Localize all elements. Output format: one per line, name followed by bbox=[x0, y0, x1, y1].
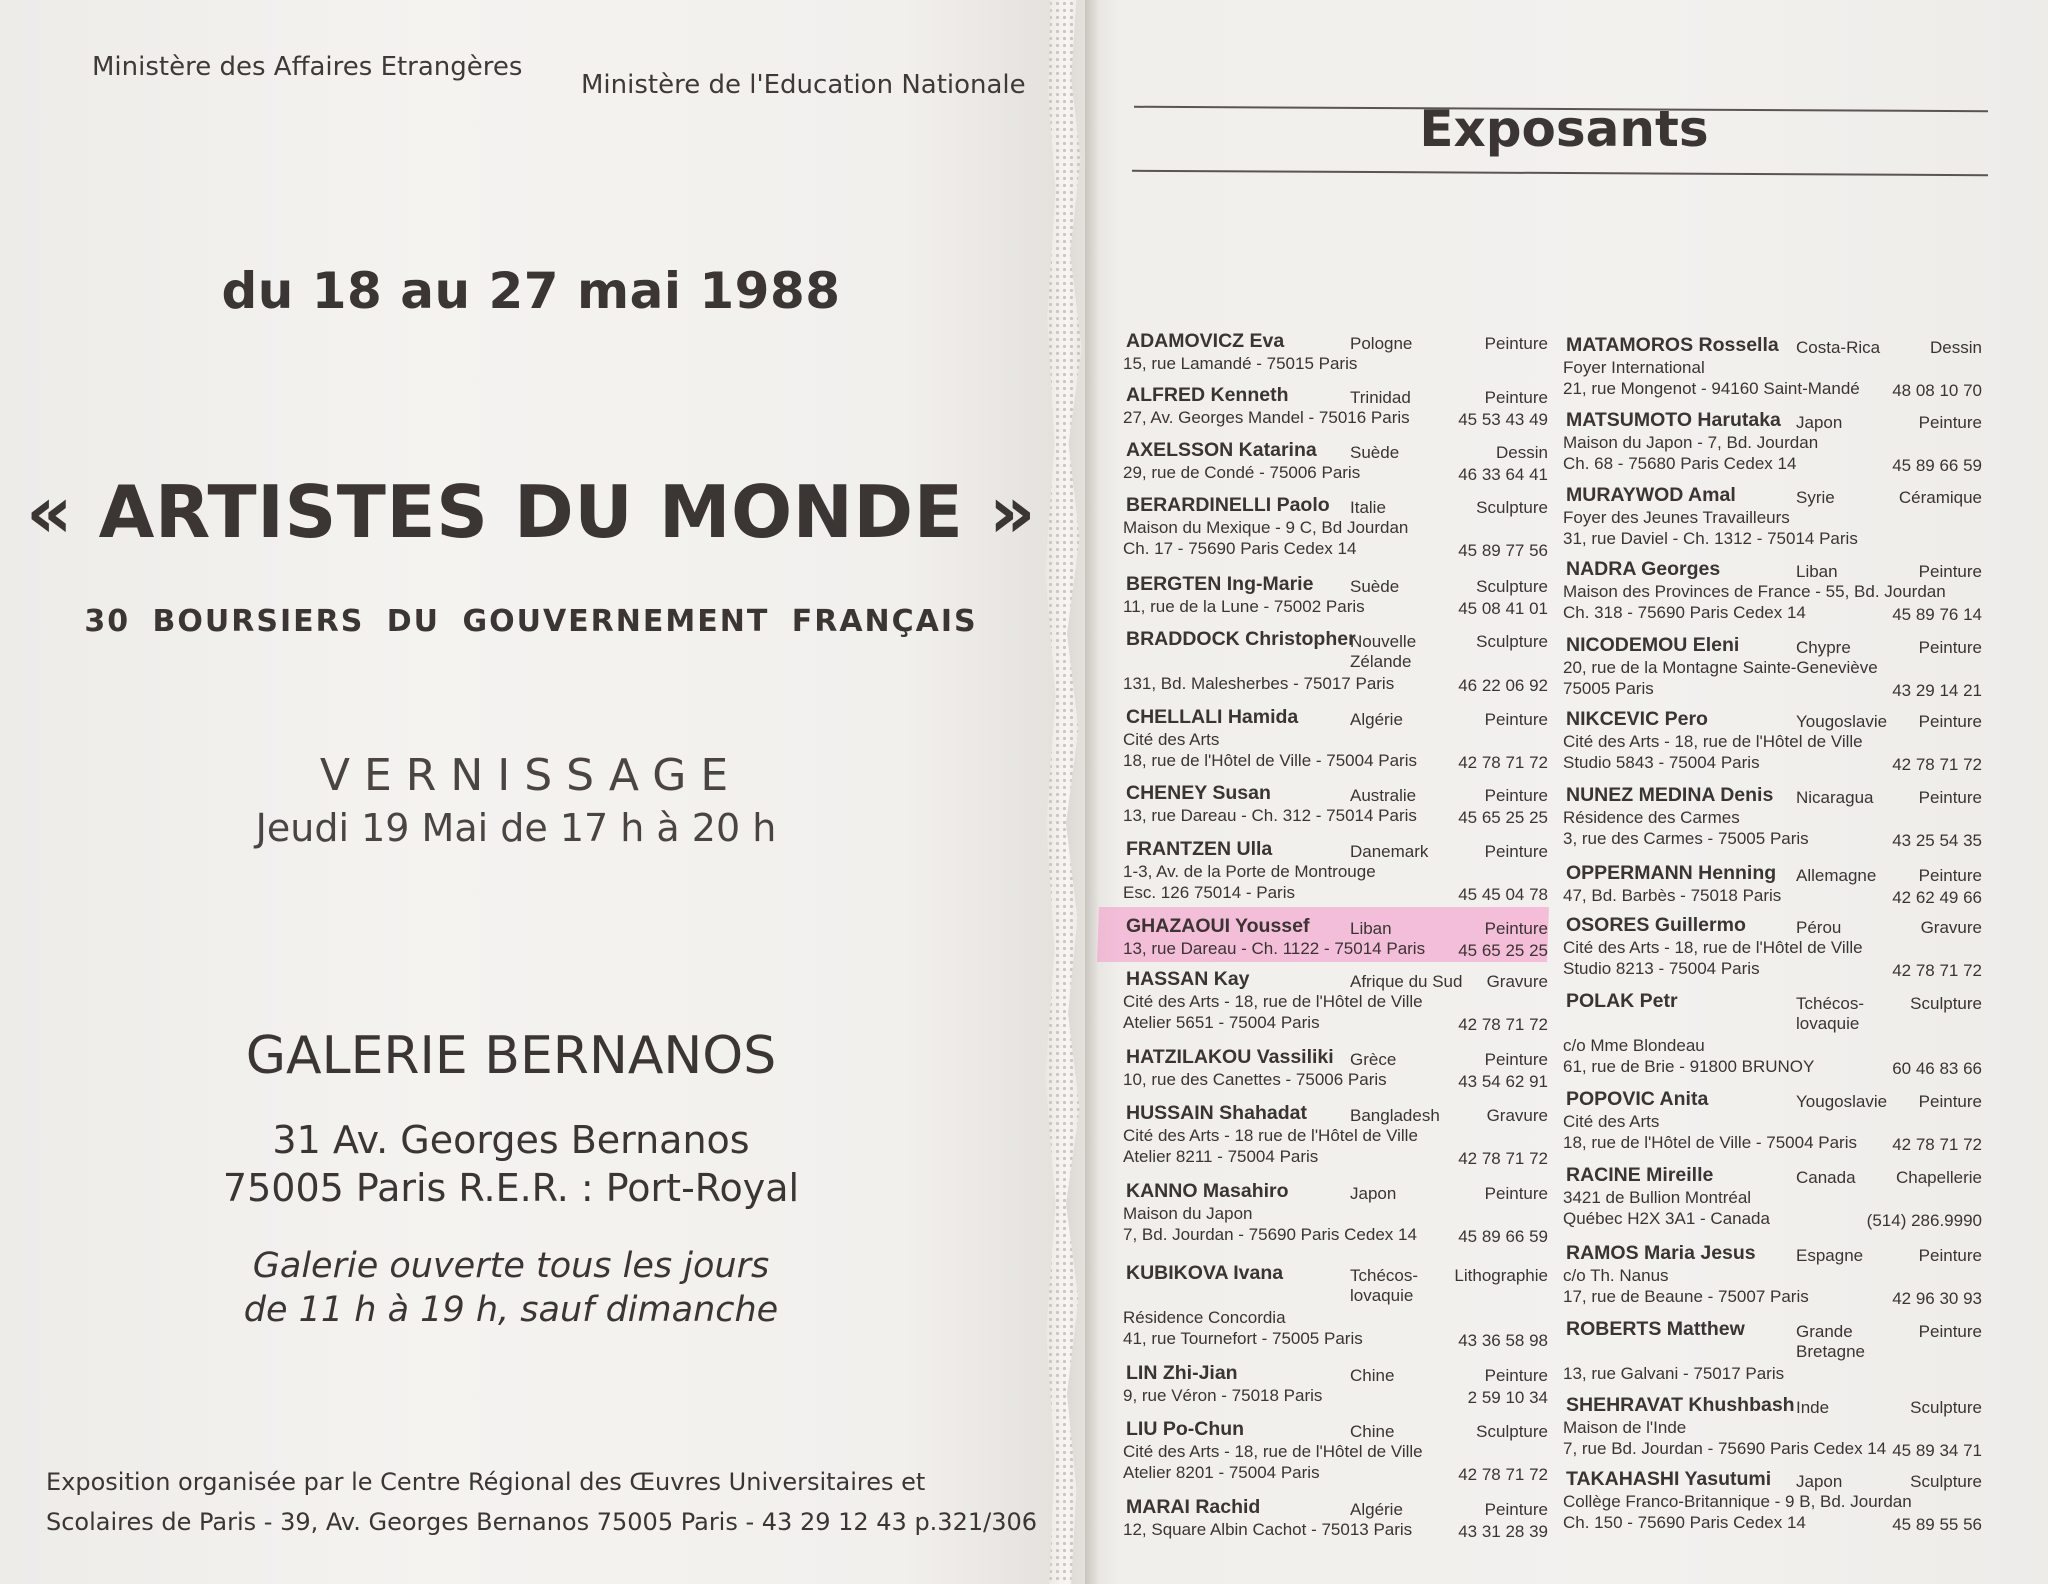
exhibitor-country: Yougoslavie bbox=[1796, 712, 1888, 731]
exhibitor-address: Atelier 5651 - 75004 Paris bbox=[1123, 1013, 1320, 1032]
exhibitor-name: ADAMOVICZ Eva bbox=[1126, 330, 1285, 352]
exhibitor-name: BRADDOCK Christopher bbox=[1126, 628, 1356, 650]
exhibitor-address: Résidence des Carmes bbox=[1563, 808, 1740, 827]
exhibitor-discipline: Dessin bbox=[1496, 443, 1548, 462]
exhibitor-name: ALFRED Kenneth bbox=[1126, 384, 1289, 406]
organizer-line1: Exposition organisée par le Centre Régional des Œuvres Universitaires et bbox=[46, 1468, 926, 1496]
exhibitor-country: lovaquie bbox=[1350, 1286, 1414, 1305]
exhibitor-name: NADRA Georges bbox=[1566, 558, 1721, 580]
exhibition-title: « ARTISTES DU MONDE » bbox=[26, 470, 1036, 554]
exhibitor-address: Ch. 17 - 75690 Paris Cedex 14 bbox=[1123, 539, 1357, 558]
exhibitor-name: POPOVIC Anita bbox=[1566, 1088, 1709, 1110]
exhibitor-address: Studio 8213 - 75004 Paris bbox=[1563, 959, 1760, 978]
exhibitor-discipline: Sculpture bbox=[1476, 498, 1548, 517]
exhibitor-name: MATAMOROS Rossella bbox=[1566, 334, 1779, 356]
exhibitor-name: GHAZAOUI Youssef bbox=[1126, 915, 1310, 937]
exhibitor-discipline: Chapellerie bbox=[1896, 1168, 1982, 1187]
exhibitor-address: 1-3, Av. de la Porte de Montrouge bbox=[1123, 862, 1376, 881]
exhibitor-discipline: Peinture bbox=[1918, 866, 1982, 885]
gallery-name: GALERIE BERNANOS bbox=[245, 1026, 777, 1086]
exhibitor-country: Algérie bbox=[1350, 1500, 1403, 1519]
exhibitor-address: Esc. 126 75014 - Paris bbox=[1123, 883, 1295, 902]
exhibitor-address: Ch. 68 - 75680 Paris Cedex 14 bbox=[1563, 454, 1797, 473]
exhibitor-address: 21, rue Mongenot - 94160 Saint-Mandé bbox=[1563, 379, 1860, 398]
exhibitor-country: Australie bbox=[1350, 786, 1417, 805]
exhibitor-name: CHENEY Susan bbox=[1126, 782, 1271, 804]
exhibitor-name: RACINE Mireille bbox=[1566, 1164, 1714, 1186]
exhibitor-phone: 46 22 06 92 bbox=[1458, 676, 1548, 695]
exhibitor-address: 9, rue Véron - 75018 Paris bbox=[1123, 1386, 1323, 1405]
exhibitor-address: Québec H2X 3A1 - Canada bbox=[1563, 1209, 1770, 1228]
exhibitor-country: Japon bbox=[1796, 413, 1843, 432]
exhibitor-discipline: Peinture bbox=[1484, 334, 1548, 353]
exhibitor-address: 20, rue de la Montagne Sainte-Geneviève bbox=[1563, 658, 1878, 677]
exhibitor-name: NIKCEVIC Pero bbox=[1566, 708, 1708, 730]
exhibitor-discipline: Sculpture bbox=[1910, 994, 1982, 1013]
exhibitor-discipline: Peinture bbox=[1484, 1184, 1548, 1203]
exhibitor-discipline: Peinture bbox=[1918, 638, 1982, 657]
exhibitor-country: Nouvelle bbox=[1350, 632, 1417, 651]
exhibitor-phone: 42 78 71 72 bbox=[1892, 961, 1982, 980]
opening-hours-line1: Galerie ouverte tous les jours bbox=[252, 1246, 770, 1286]
exhibitor-discipline: Dessin bbox=[1930, 338, 1982, 357]
exhibitor-address: 18, rue de l'Hôtel de Ville - 75004 Paris bbox=[1563, 1133, 1857, 1152]
exhibitor-phone: 42 78 71 72 bbox=[1458, 1465, 1548, 1484]
exhibitor-phone: 42 62 49 66 bbox=[1892, 888, 1982, 907]
exhibitor-phone: 45 89 66 59 bbox=[1892, 456, 1982, 475]
exhibitor-name: LIN Zhi-Jian bbox=[1126, 1362, 1238, 1384]
exhibitor-name: MARAI Rachid bbox=[1126, 1496, 1261, 1518]
exhibitor-phone: 45 89 34 71 bbox=[1892, 1441, 1982, 1460]
exhibitor-country: Canada bbox=[1796, 1168, 1856, 1187]
exhibitor-discipline: Gravure bbox=[1486, 972, 1548, 991]
exhibitor-country: Italie bbox=[1350, 498, 1386, 517]
exhibitor-name: OPPERMANN Henning bbox=[1566, 862, 1777, 884]
exhibitor-address: Maison du Japon bbox=[1123, 1204, 1253, 1223]
exhibitor-address: 3421 de Bullion Montréal bbox=[1563, 1188, 1752, 1207]
exhibitor-address: 131, Bd. Malesherbes - 75017 Paris bbox=[1123, 674, 1395, 693]
exhibitor-discipline: Sculpture bbox=[1910, 1398, 1982, 1417]
exhibitor-address: Cité des Arts - 18 rue de l'Hôtel de Ville bbox=[1123, 1126, 1418, 1145]
exhibitor-discipline: Peinture bbox=[1918, 562, 1982, 581]
exhibitor-address: c/o Th. Nanus bbox=[1563, 1266, 1669, 1285]
exhibitor-discipline: Gravure bbox=[1920, 918, 1982, 937]
exhibitor-name: POLAK Petr bbox=[1566, 990, 1678, 1012]
exhibitor-address: c/o Mme Blondeau bbox=[1563, 1036, 1705, 1055]
exhibitor-address: Ch. 150 - 75690 Paris Cedex 14 bbox=[1563, 1513, 1806, 1532]
exhibitor-country: Allemagne bbox=[1796, 866, 1877, 885]
exhibition-dates: du 18 au 27 mai 1988 bbox=[221, 262, 841, 320]
opening-hours-line2: de 11 h à 19 h, sauf dimanche bbox=[243, 1290, 779, 1330]
exhibitor-name: RAMOS Maria Jesus bbox=[1566, 1242, 1756, 1264]
exhibitor-discipline: Sculpture bbox=[1910, 1472, 1982, 1491]
exhibitor-country: Chypre bbox=[1796, 638, 1851, 657]
exhibitor-country: Grande bbox=[1796, 1322, 1853, 1341]
exhibitor-name: NUNEZ MEDINA Denis bbox=[1566, 784, 1774, 806]
exhibitor-country: Espagne bbox=[1796, 1246, 1864, 1265]
exhibitor-address: Ch. 318 - 75690 Paris Cedex 14 bbox=[1563, 603, 1806, 622]
exhibitor-country: Japon bbox=[1350, 1184, 1397, 1203]
exhibitor-address: 61, rue de Brie - 91800 BRUNOY bbox=[1563, 1057, 1815, 1076]
exhibitor-address: 31, rue Daviel - Ch. 1312 - 75014 Paris bbox=[1563, 529, 1858, 548]
exhibitor-phone: 42 78 71 72 bbox=[1458, 1149, 1548, 1168]
exhibitor-name: MATSUMOTO Harutaka bbox=[1566, 409, 1781, 431]
exhibitor-address: Maison du Mexique - 9 C, Bd Jourdan bbox=[1123, 518, 1409, 537]
exhibitor-phone: 2 59 10 34 bbox=[1467, 1388, 1548, 1407]
exhibitor-address: 17, rue de Beaune - 75007 Paris bbox=[1563, 1287, 1809, 1306]
exhibitor-phone: 46 33 64 41 bbox=[1458, 465, 1548, 484]
exhibitor-country: Japon bbox=[1796, 1472, 1843, 1491]
exhibitor-address: Collège Franco-Britannique - 9 B, Bd. Jourdan bbox=[1563, 1492, 1912, 1511]
exhibitor-country: Costa-Rica bbox=[1796, 338, 1881, 357]
exhibitor-phone: 48 08 10 70 bbox=[1892, 381, 1982, 400]
exhibitor-phone: (514) 286.9990 bbox=[1866, 1211, 1982, 1230]
exhibitor-discipline: Sculpture bbox=[1476, 1422, 1548, 1441]
exhibitor-discipline: Sculpture bbox=[1476, 632, 1548, 651]
exhibitor-discipline: Céramique bbox=[1898, 488, 1982, 507]
exhibitor-country: Inde bbox=[1796, 1398, 1830, 1417]
exhibitor-discipline: Peinture bbox=[1484, 842, 1548, 861]
exhibitor-country: Pologne bbox=[1350, 334, 1413, 353]
exhibitor-address: 10, rue des Canettes - 75006 Paris bbox=[1123, 1070, 1387, 1089]
exhibitor-name: AXELSSON Katarina bbox=[1126, 439, 1317, 461]
exhibitor-address: Foyer International bbox=[1563, 358, 1705, 377]
exhibitor-address: 7, Bd. Jourdan - 75690 Paris Cedex 14 bbox=[1123, 1225, 1417, 1244]
exhibitor-address: 41, rue Tournefort - 75005 Paris bbox=[1123, 1329, 1363, 1348]
exhibitor-address: 11, rue de la Lune - 75002 Paris bbox=[1123, 597, 1365, 616]
exhibitor-address: 13, rue Galvani - 75017 Paris bbox=[1563, 1364, 1785, 1383]
exhibitor-address: 75005 Paris bbox=[1563, 679, 1654, 698]
exhibitor-name: KANNO Masahiro bbox=[1126, 1180, 1289, 1202]
gallery-address-line1: 31 Av. Georges Bernanos bbox=[272, 1118, 750, 1162]
exhibitor-country: Tchécos- bbox=[1796, 994, 1865, 1013]
exhibitor-discipline: Gravure bbox=[1486, 1106, 1548, 1125]
ministry-right: Ministère de l'Education Nationale bbox=[581, 70, 1026, 100]
exhibitor-name: BERARDINELLI Paolo bbox=[1126, 494, 1330, 516]
exhibitor-phone: 42 96 30 93 bbox=[1892, 1289, 1982, 1308]
exhibitor-address: 29, rue de Condé - 75006 Paris bbox=[1123, 463, 1361, 482]
exhibitor-country: Chine bbox=[1350, 1422, 1395, 1441]
exhibitor-phone: 42 78 71 72 bbox=[1458, 753, 1548, 772]
exhibitor-address: Maison du Japon - 7, Bd. Jourdan bbox=[1563, 433, 1819, 452]
exhibitor-phone: 43 25 54 35 bbox=[1892, 831, 1982, 850]
exhibitor-country: Suède bbox=[1350, 577, 1400, 596]
exhibitor-address: 12, Square Albin Cachot - 75013 Paris bbox=[1123, 1520, 1413, 1539]
exhibitor-address: 13, rue Dareau - Ch. 1122 - 75014 Paris bbox=[1123, 939, 1426, 958]
organizer-line2: Scolaires de Paris - 39, Av. Georges Bernanos 75005 Paris - 43 29 12 43 p.321/306 bbox=[46, 1508, 1038, 1536]
exhibitor-name: HASSAN Kay bbox=[1126, 968, 1250, 990]
exhibitor-discipline: Peinture bbox=[1484, 1366, 1548, 1385]
exhibitor-phone: 60 46 83 66 bbox=[1892, 1059, 1982, 1078]
exhibitor-country: Liban bbox=[1350, 919, 1392, 938]
exhibitor-phone: 43 36 58 98 bbox=[1458, 1331, 1548, 1350]
exhibitor-phone: 45 89 77 56 bbox=[1458, 541, 1548, 560]
exhibitor-address: Maison de l'Inde bbox=[1563, 1418, 1687, 1437]
exhibitor-country: Yougoslavie bbox=[1796, 1092, 1888, 1111]
vernissage-label: VERNISSAGE bbox=[319, 750, 743, 801]
exhibitor-name: SHEHRAVAT Khushbash bbox=[1566, 1394, 1795, 1416]
exhibitor-phone: 43 29 14 21 bbox=[1892, 681, 1982, 700]
exhibitor-phone: 45 89 66 59 bbox=[1458, 1227, 1548, 1246]
exhibitor-discipline: Peinture bbox=[1484, 1500, 1548, 1519]
exhibitor-country: Afrique du Sud bbox=[1350, 972, 1463, 991]
exhibitor-discipline: Lithographie bbox=[1454, 1266, 1548, 1285]
exhibitor-address: Cité des Arts - 18, rue de l'Hôtel de Ville bbox=[1563, 938, 1863, 957]
exhibitor-discipline: Peinture bbox=[1484, 1050, 1548, 1069]
exhibitor-phone: 45 65 25 25 bbox=[1458, 808, 1548, 827]
exhibitor-phone: 45 89 55 56 bbox=[1892, 1515, 1982, 1534]
exhibitor-country: Nicaragua bbox=[1796, 788, 1874, 807]
exhibitor-country: Suède bbox=[1350, 443, 1400, 462]
exhibitor-address: Studio 5843 - 75004 Paris bbox=[1563, 753, 1760, 772]
exhibitor-address: 7, rue Bd. Jourdan - 75690 Paris Cedex 14 bbox=[1563, 1439, 1887, 1458]
exhibitor-address: 18, rue de l'Hôtel de Ville - 75004 Paris bbox=[1123, 751, 1417, 770]
exhibitor-address: 15, rue Lamandé - 75015 Paris bbox=[1123, 354, 1358, 373]
exhibitor-phone: 45 45 04 78 bbox=[1458, 885, 1548, 904]
exhibitor-discipline: Peinture bbox=[1484, 786, 1548, 805]
exhibitor-address: Cité des Arts - 18, rue de l'Hôtel de Ville bbox=[1563, 732, 1863, 751]
exhibitor-address: Cité des Arts - 18, rue de l'Hôtel de Ville bbox=[1123, 1442, 1423, 1461]
exhibitor-address: Cité des Arts bbox=[1563, 1112, 1660, 1131]
exhibitor-country: Bretagne bbox=[1796, 1342, 1865, 1361]
exhibitor-discipline: Peinture bbox=[1484, 710, 1548, 729]
exhibitor-address: Cité des Arts bbox=[1123, 730, 1220, 749]
exhibitor-discipline: Peinture bbox=[1918, 788, 1982, 807]
exhibitor-name: MURAYWOD Amal bbox=[1566, 484, 1736, 506]
exhibitor-name: CHELLALI Hamida bbox=[1126, 706, 1299, 728]
exhibitor-discipline: Peinture bbox=[1918, 1092, 1982, 1111]
exhibitor-address: Atelier 8211 - 75004 Paris bbox=[1123, 1147, 1319, 1166]
exhibitor-name: KUBIKOVA Ivana bbox=[1126, 1262, 1284, 1284]
exhibitor-discipline: Sculpture bbox=[1476, 577, 1548, 596]
exhibitors-heading: Exposants bbox=[1419, 100, 1709, 158]
exhibitor-country: lovaquie bbox=[1796, 1014, 1860, 1033]
exhibitor-country: Algérie bbox=[1350, 710, 1403, 729]
exhibitor-phone: 42 78 71 72 bbox=[1458, 1015, 1548, 1034]
exhibitor-country: Grèce bbox=[1350, 1050, 1397, 1069]
exhibitor-address: 3, rue des Carmes - 75005 Paris bbox=[1563, 829, 1809, 848]
ministry-left: Ministère des Affaires Etrangères bbox=[92, 52, 523, 82]
exhibitor-address: Cité des Arts - 18, rue de l'Hôtel de Ville bbox=[1123, 992, 1423, 1011]
exhibitor-name: NICODEMOU Eleni bbox=[1566, 634, 1740, 656]
exhibitor-name: HATZILAKOU Vassiliki bbox=[1126, 1046, 1334, 1068]
exhibitor-phone: 45 65 25 25 bbox=[1458, 941, 1548, 960]
exhibitor-phone: 42 78 71 72 bbox=[1892, 755, 1982, 774]
exhibitor-phone: 42 78 71 72 bbox=[1892, 1135, 1982, 1154]
page-fold-shadow bbox=[1085, 0, 1099, 1584]
exhibitor-name: BERGTEN Ing-Marie bbox=[1126, 573, 1314, 595]
exhibitor-discipline: Peinture bbox=[1484, 388, 1548, 407]
exhibitor-country: Tchécos- bbox=[1350, 1266, 1419, 1285]
exhibitor-country: Zélande bbox=[1350, 652, 1412, 671]
exhibitor-name: OSORES Guillermo bbox=[1566, 914, 1746, 936]
exhibitor-phone: 45 53 43 49 bbox=[1458, 410, 1548, 429]
exhibitor-country: Chine bbox=[1350, 1366, 1395, 1385]
exhibitor-name: TAKAHASHI Yasutumi bbox=[1566, 1468, 1772, 1490]
exhibitor-country: Pérou bbox=[1796, 918, 1842, 937]
exhibitor-name: FRANTZEN Ulla bbox=[1126, 838, 1273, 860]
exhibitor-address: 13, rue Dareau - Ch. 312 - 75014 Paris bbox=[1123, 806, 1417, 825]
exhibitor-discipline: Peinture bbox=[1918, 1322, 1982, 1341]
exhibitor-phone: 43 54 62 91 bbox=[1458, 1072, 1548, 1091]
exhibitor-phone: 43 31 28 39 bbox=[1458, 1522, 1548, 1541]
exhibitor-address: Atelier 8201 - 75004 Paris bbox=[1123, 1463, 1320, 1482]
exhibitor-name: ROBERTS Matthew bbox=[1566, 1318, 1745, 1340]
exhibitor-name: LIU Po-Chun bbox=[1126, 1418, 1245, 1440]
exhibitor-address: Maison des Provinces de France - 55, Bd. Jourdan bbox=[1563, 582, 1946, 601]
exhibitor-address: 27, Av. Georges Mandel - 75016 Paris bbox=[1123, 408, 1410, 427]
exhibitor-discipline: Peinture bbox=[1484, 919, 1548, 938]
gallery-address-line2: 75005 Paris R.E.R. : Port-Royal bbox=[222, 1166, 800, 1210]
exhibitor-discipline: Peinture bbox=[1918, 1246, 1982, 1265]
exhibitor-country: Trinidad bbox=[1350, 388, 1411, 407]
exhibitor-address: 47, Bd. Barbès - 75018 Paris bbox=[1563, 886, 1782, 905]
exhibitor-discipline: Peinture bbox=[1918, 712, 1982, 731]
exhibitor-country: Syrie bbox=[1796, 488, 1835, 507]
exhibitor-phone: 45 89 76 14 bbox=[1892, 605, 1982, 624]
exhibitor-phone: 45 08 41 01 bbox=[1458, 599, 1548, 618]
exhibitor-country: Bangladesh bbox=[1350, 1106, 1440, 1125]
exhibitor-country: Liban bbox=[1796, 562, 1838, 581]
exhibitor-country: Danemark bbox=[1350, 842, 1429, 861]
vernissage-date: Jeudi 19 Mai de 17 h à 20 h bbox=[255, 806, 777, 850]
exhibitor-address: Foyer des Jeunes Travailleurs bbox=[1563, 508, 1790, 527]
exhibitor-address: Résidence Concordia bbox=[1123, 1308, 1286, 1327]
exhibitor-name: HUSSAIN Shahadat bbox=[1126, 1102, 1307, 1124]
exhibition-subtitle: 30 BOURSIERS DU GOUVERNEMENT FRANÇAIS bbox=[84, 604, 978, 639]
exhibitor-discipline: Peinture bbox=[1918, 413, 1982, 432]
